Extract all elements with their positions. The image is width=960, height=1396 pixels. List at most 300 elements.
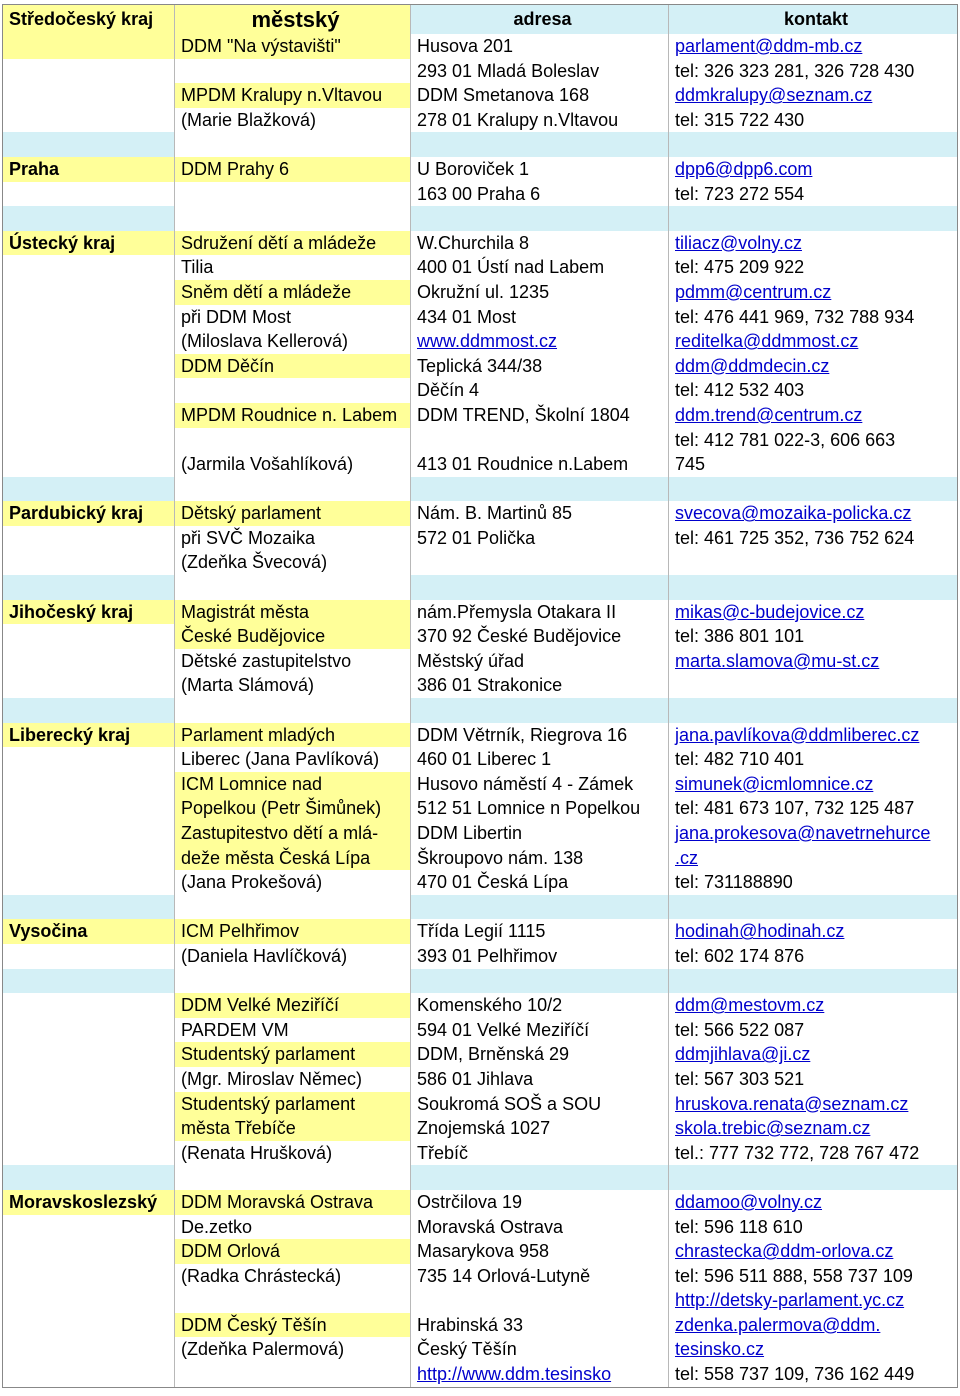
header-address: adresa (411, 5, 669, 34)
table-row (3, 747, 957, 772)
address-cell: Husovo náměstí 4 - Zámek (411, 772, 669, 797)
address-cell: 434 01 Most (411, 305, 669, 330)
separator-cell (3, 698, 175, 723)
region-cell: Pardubický kraj (3, 501, 175, 526)
region-cell (3, 182, 175, 207)
separator-row (3, 575, 957, 600)
header-row (3, 5, 957, 34)
type-cell: DDM Děčín (175, 354, 411, 379)
table-row (3, 796, 957, 821)
table-row (3, 673, 957, 698)
separator-cell (411, 969, 669, 994)
type-cell: PARDEM VM (175, 1018, 411, 1043)
region-cell (3, 1288, 175, 1313)
type-cell (175, 378, 411, 403)
type-cell: DDM Velké Meziříčí (175, 993, 411, 1018)
address-cell: DDM Smetanova 168 (411, 83, 669, 108)
separator-row (3, 1165, 957, 1190)
address-cell: Třebíč (411, 1141, 669, 1166)
table-row (3, 550, 957, 575)
type-cell: města Třebíče (175, 1116, 411, 1141)
contact-cell: tel: 602 174 876 (675, 945, 805, 966)
contact-cell: tel: 567 303 521 (675, 1068, 805, 1089)
table-row (3, 649, 957, 674)
contact-link[interactable] (669, 772, 957, 797)
type-cell: ICM Pelhřimov (175, 919, 411, 944)
address-cell: Městský úřad (411, 649, 669, 674)
contact-link[interactable] (669, 354, 957, 379)
region-cell (3, 1018, 175, 1043)
type-cell: DDM Moravská Ostrava (175, 1190, 411, 1215)
contact-link[interactable] (669, 1116, 957, 1141)
table-row (3, 182, 957, 207)
region-cell (3, 108, 175, 133)
link-text[interactable]: tesinsko.cz (675, 1339, 765, 1360)
table-row (3, 354, 957, 379)
region-cell (3, 1042, 175, 1067)
type-cell: (Zdeňka Palermová) (175, 1337, 411, 1362)
table-row (3, 993, 957, 1018)
type-cell: (Renata Hrušková) (175, 1141, 411, 1166)
contact-cell: tel: 412 781 022-3, 606 663 (675, 429, 896, 450)
region-cell (3, 83, 175, 108)
link-text[interactable]: jana.pavlíkova@ddmliberec.cz (675, 724, 920, 745)
address-cell: 163 00 Praha 6 (411, 182, 669, 207)
contact-link[interactable] (669, 83, 957, 108)
type-cell (175, 59, 411, 84)
link-text[interactable]: mikas@c-budejovice.cz (675, 601, 865, 622)
type-cell: (Mgr. Miroslav Němec) (175, 1067, 411, 1092)
table-row (3, 870, 957, 895)
type-cell (175, 1288, 411, 1313)
link-text[interactable]: tiliacz@volny.cz (675, 232, 802, 253)
contact-link[interactable] (669, 403, 957, 428)
address-cell: 370 92 České Budějovice (411, 624, 669, 649)
contact-cell: tel: 731188890 (675, 872, 793, 893)
table-row (3, 403, 957, 428)
table-row (3, 34, 957, 59)
address-cell: Moravská Ostrava (411, 1215, 669, 1240)
type-cell: (Marie Blažková) (175, 108, 411, 133)
type-cell: (Jarmila Vošahlíková) (175, 452, 411, 477)
address-cell: Nám. B. Martinů 85 (411, 501, 669, 526)
contact-link[interactable] (669, 1190, 957, 1215)
table-row (3, 108, 957, 133)
region-cell (3, 1141, 175, 1166)
region-cell (3, 255, 175, 280)
table-row (3, 1362, 957, 1387)
region-cell (3, 526, 175, 551)
type-cell: (Radka Chrástecká) (175, 1264, 411, 1289)
separator-row (3, 895, 957, 920)
address-cell: 400 01 Ústí nad Labem (411, 255, 669, 280)
separator-cell (669, 1165, 957, 1190)
type-cell: při DDM Most (175, 305, 411, 330)
region-cell (3, 1362, 175, 1387)
contact-cell (669, 673, 957, 698)
link-text[interactable]: simunek@icmlomnice.cz (675, 773, 874, 794)
table-row (3, 1288, 957, 1313)
contact-cell: tel: 566 522 087 (675, 1019, 805, 1040)
contact-link[interactable] (411, 1362, 669, 1387)
table-row (3, 452, 957, 477)
region-cell (3, 34, 175, 59)
contact-link[interactable] (669, 600, 957, 625)
region-cell (3, 329, 175, 354)
separator-cell (411, 895, 669, 920)
table-row (3, 329, 957, 354)
address-cell: 278 01 Kralupy n.Vltavou (411, 108, 669, 133)
separator-cell (175, 895, 411, 920)
contact-link[interactable] (669, 329, 957, 354)
table-row (3, 305, 957, 330)
type-cell: DDM Prahy 6 (175, 157, 411, 182)
separator-cell (175, 698, 411, 723)
address-cell: Znojemská 1027 (411, 1116, 669, 1141)
table-row (3, 83, 957, 108)
separator-cell (175, 969, 411, 994)
address-cell: Husova 201 (411, 34, 669, 59)
type-cell (175, 182, 411, 207)
contact-cell: tel: 596 511 888, 558 737 109 (675, 1265, 913, 1286)
contact-cell: tel.: 777 732 772, 728 767 472 (675, 1142, 920, 1163)
link-text[interactable]: ddm@ddmdecin.cz (675, 355, 830, 376)
region-cell (3, 649, 175, 674)
contact-link[interactable] (669, 723, 957, 748)
table-row (3, 1215, 957, 1240)
type-cell: Sněm dětí a mládeže (175, 280, 411, 305)
type-cell: Parlament mladých (175, 723, 411, 748)
region-cell (3, 452, 175, 477)
table-row (3, 600, 957, 625)
contact-cell: tel: 558 737 109, 736 162 449 (675, 1364, 915, 1385)
contact-link[interactable] (669, 157, 957, 182)
contact-link[interactable] (669, 846, 957, 871)
separator-cell (411, 1165, 669, 1190)
region-cell (3, 280, 175, 305)
table-row (3, 1018, 957, 1043)
region-cell: Jihočeský kraj (3, 600, 175, 625)
header-region: Středočeský kraj (3, 5, 175, 34)
separator-cell (411, 206, 669, 231)
table-row (3, 378, 957, 403)
table-row (3, 772, 957, 797)
link-text[interactable]: www.ddmmost.cz (417, 331, 558, 352)
contact-link[interactable] (669, 1337, 957, 1362)
contact-link[interactable] (669, 993, 957, 1018)
region-cell (3, 305, 175, 330)
type-cell: DDM Orlová (175, 1239, 411, 1264)
table-row (3, 1116, 957, 1141)
separator-row (3, 477, 957, 502)
address-cell: nám.Přemysla Otakara II (411, 600, 669, 625)
address-cell: 512 51 Lomnice n Popelkou (411, 796, 669, 821)
link-text[interactable]: hodinah@hodinah.cz (675, 921, 845, 942)
table-row (3, 280, 957, 305)
link-text[interactable]: ddm@mestovm.cz (675, 995, 825, 1016)
separator-cell (3, 575, 175, 600)
contact-link[interactable] (669, 919, 957, 944)
region-cell (3, 673, 175, 698)
address-cell: Komenského 10/2 (411, 993, 669, 1018)
separator-cell (669, 132, 957, 157)
address-cell: DDM, Brněnská 29 (411, 1042, 669, 1067)
address-cell: Teplická 344/38 (411, 354, 669, 379)
table-row (3, 1313, 957, 1338)
contact-cell: tel: 315 722 430 (675, 109, 805, 130)
address-cell: 470 01 Česká Lípa (411, 870, 669, 895)
type-cell: Dětské zastupitelstvo (175, 649, 411, 674)
type-cell: Dětský parlament (175, 501, 411, 526)
link-text[interactable]: marta.slamova@mu-st.cz (675, 650, 880, 671)
contact-cell: 745 (675, 454, 706, 475)
header-type: městský (175, 5, 411, 34)
region-cell (3, 846, 175, 871)
region-cell: Praha (3, 157, 175, 182)
contact-link[interactable] (411, 329, 669, 354)
type-cell: MPDM Kralupy n.Vltavou (175, 83, 411, 108)
address-cell: 594 01 Velké Meziříčí (411, 1018, 669, 1043)
table-row (3, 1190, 957, 1215)
contact-link[interactable] (669, 1239, 957, 1264)
link-text[interactable]: skola.trebic@seznam.cz (675, 1118, 871, 1139)
link-text[interactable]: dpp6@dpp6.com (675, 158, 813, 179)
address-cell: Ostrčilova 19 (411, 1190, 669, 1215)
contact-cell (669, 550, 957, 575)
table-row (3, 501, 957, 526)
address-cell: Třída Legií 1115 (411, 919, 669, 944)
address-cell (411, 1288, 669, 1313)
region-cell (3, 821, 175, 846)
link-text[interactable]: reditelka@ddmmost.cz (675, 331, 859, 352)
region-cell: Moravskoslezský (3, 1190, 175, 1215)
address-cell: DDM Libertin (411, 821, 669, 846)
region-cell: Liberecký kraj (3, 723, 175, 748)
address-cell: DDM Větrník, Riegrova 16 (411, 723, 669, 748)
region-cell (3, 1313, 175, 1338)
region-cell (3, 1239, 175, 1264)
address-cell: 413 01 Roudnice n.Labem (411, 452, 669, 477)
region-cell: Vysočina (3, 919, 175, 944)
contact-cell: tel: 723 272 554 (675, 183, 805, 204)
region-cell (3, 550, 175, 575)
region-cell (3, 1116, 175, 1141)
table-row (3, 1092, 957, 1117)
separator-cell (669, 698, 957, 723)
region-cell (3, 772, 175, 797)
address-cell (411, 550, 669, 575)
contact-cell: tel: 476 441 969, 732 788 934 (675, 306, 915, 327)
type-cell: (Daniela Havlíčková) (175, 944, 411, 969)
address-cell: Hrabinská 33 (411, 1313, 669, 1338)
table-row (3, 919, 957, 944)
region-cell (3, 428, 175, 453)
region-cell (3, 1337, 175, 1362)
link-text[interactable]: ddm.trend@centrum.cz (675, 404, 863, 425)
type-cell: Magistrát města (175, 600, 411, 625)
contact-link[interactable] (669, 1042, 957, 1067)
region-cell (3, 747, 175, 772)
table-row (3, 157, 957, 182)
contact-cell: tel: 412 532 403 (675, 380, 805, 401)
link-text[interactable]: pdmm@centrum.cz (675, 281, 832, 302)
type-cell: Liberec (Jana Pavlíková) (175, 747, 411, 772)
type-cell: deže města Česká Lípa (175, 846, 411, 871)
type-cell: Studentský parlament (175, 1042, 411, 1067)
separator-cell (669, 575, 957, 600)
separator-cell (411, 132, 669, 157)
contact-link[interactable] (669, 1313, 957, 1338)
type-cell: ICM Lomnice nad (175, 772, 411, 797)
link-text[interactable]: svecova@mozaika-policka.cz (675, 503, 912, 524)
address-cell: U Boroviček 1 (411, 157, 669, 182)
table-row (3, 428, 957, 453)
region-cell (3, 944, 175, 969)
header-contact: kontakt (783, 9, 848, 29)
region-cell (3, 378, 175, 403)
table-row (3, 526, 957, 551)
contact-table (2, 4, 958, 1388)
type-cell: De.zetko (175, 1215, 411, 1240)
separator-cell (175, 1165, 411, 1190)
address-cell: Děčín 4 (411, 378, 669, 403)
contact-cell: tel: 596 118 610 (675, 1216, 803, 1237)
region-cell (3, 403, 175, 428)
table-row (3, 231, 957, 256)
type-cell (175, 1362, 411, 1387)
type-cell: DDM Český Těšín (175, 1313, 411, 1338)
contact-cell: tel: 481 673 107, 732 125 487 (675, 798, 915, 819)
contact-cell: tel: 461 725 352, 736 752 624 (675, 527, 915, 548)
separator-cell (411, 698, 669, 723)
region-cell (3, 993, 175, 1018)
address-cell: 572 01 Polička (411, 526, 669, 551)
separator-row (3, 698, 957, 723)
table-row (3, 1067, 957, 1092)
address-cell: 735 14 Orlová-Lutyně (411, 1264, 669, 1289)
region-cell (3, 1215, 175, 1240)
type-cell (175, 428, 411, 453)
link-text[interactable]: ddmkralupy@seznam.cz (675, 85, 873, 106)
separator-cell (175, 206, 411, 231)
address-cell: Okružní ul. 1235 (411, 280, 669, 305)
contact-link[interactable] (669, 1092, 957, 1117)
link-text[interactable]: hruskova.renata@seznam.cz (675, 1093, 909, 1114)
address-cell: Soukromá SOŠ a SOU (411, 1092, 669, 1117)
contact-link[interactable] (669, 1288, 957, 1313)
region-cell (3, 354, 175, 379)
table-row (3, 1239, 957, 1264)
table-row (3, 624, 957, 649)
address-cell: 460 01 Liberec 1 (411, 747, 669, 772)
link-text[interactable]: http://detsky-parlament.yc.cz (675, 1290, 905, 1311)
region-cell (3, 1067, 175, 1092)
table-row (3, 1264, 957, 1289)
link-text[interactable]: .cz (675, 847, 699, 868)
link-text[interactable]: parlament@ddm-mb.cz (675, 36, 863, 56)
region-cell: Ústecký kraj (3, 231, 175, 256)
type-cell: DDM "Na výstavišti" (175, 34, 411, 59)
type-cell: (Zdeňka Švecová) (175, 550, 411, 575)
type-cell: Zastupitestvo dětí a mlá- (175, 821, 411, 846)
type-cell: při SVČ Mozaika (175, 526, 411, 551)
contact-link[interactable] (669, 280, 957, 305)
address-cell (411, 428, 669, 453)
address-cell: 586 01 Jihlava (411, 1067, 669, 1092)
address-cell: W.Churchila 8 (411, 231, 669, 256)
table-row (3, 846, 957, 871)
separator-cell (175, 132, 411, 157)
separator-cell (3, 477, 175, 502)
separator-cell (3, 969, 175, 994)
region-cell (3, 59, 175, 84)
type-cell: Tilia (175, 255, 411, 280)
region-cell (3, 1264, 175, 1289)
contact-cell: tel: 482 710 401 (675, 749, 805, 770)
link-text[interactable]: ddamoo@volny.cz (675, 1191, 823, 1212)
address-cell: 393 01 Pelhřimov (411, 944, 669, 969)
region-cell (3, 624, 175, 649)
type-cell: (Jana Prokešová) (175, 870, 411, 895)
separator-cell (411, 575, 669, 600)
type-cell: Popelkou (Petr Šimůnek) (175, 796, 411, 821)
type-cell: (Marta Slámová) (175, 673, 411, 698)
link-text[interactable]: jana.prokesova@navetrnehurce (675, 823, 931, 843)
type-cell: (Miloslava Kellerová) (175, 329, 411, 354)
table-row (3, 1337, 957, 1362)
contact-link[interactable] (669, 649, 957, 674)
contact-cell: tel: 475 209 922 (675, 257, 805, 278)
table-body (3, 34, 957, 1387)
region-cell (3, 1092, 175, 1117)
contact-cell: tel: 326 323 281, 326 728 430 (675, 60, 915, 81)
table-row (3, 723, 957, 748)
link-text[interactable]: http://www.ddm.tesinsko (417, 1364, 612, 1385)
address-cell: Škroupovo nám. 138 (411, 846, 669, 871)
link-text[interactable]: zdenka.palermova@ddm. (675, 1314, 881, 1335)
table-row (3, 821, 957, 846)
table-row (3, 1141, 957, 1166)
type-cell: MPDM Roudnice n. Labem (175, 403, 411, 428)
separator-row (3, 206, 957, 231)
separator-row (3, 132, 957, 157)
contact-link[interactable] (669, 231, 957, 256)
separator-cell (3, 1165, 175, 1190)
address-cell: 293 01 Mladá Boleslav (411, 59, 669, 84)
link-text[interactable]: chrastecka@ddm-orlova.cz (675, 1241, 894, 1262)
contact-link[interactable] (669, 501, 957, 526)
address-cell: DDM TREND, Školní 1804 (411, 403, 669, 428)
table-row (3, 1042, 957, 1067)
contact-link[interactable] (669, 821, 957, 846)
table-row (3, 944, 957, 969)
separator-cell (175, 575, 411, 600)
separator-cell (3, 206, 175, 231)
separator-cell (175, 477, 411, 502)
region-cell (3, 796, 175, 821)
contact-link[interactable] (669, 34, 957, 59)
separator-cell (669, 206, 957, 231)
address-cell: Český Těšín (411, 1337, 669, 1362)
region-cell (3, 870, 175, 895)
separator-cell (669, 477, 957, 502)
table-row (3, 255, 957, 280)
separator-row (3, 969, 957, 994)
link-text[interactable]: ddmjihlava@ji.cz (675, 1044, 811, 1065)
separator-cell (411, 477, 669, 502)
separator-cell (669, 895, 957, 920)
address-cell: Masarykova 958 (411, 1239, 669, 1264)
